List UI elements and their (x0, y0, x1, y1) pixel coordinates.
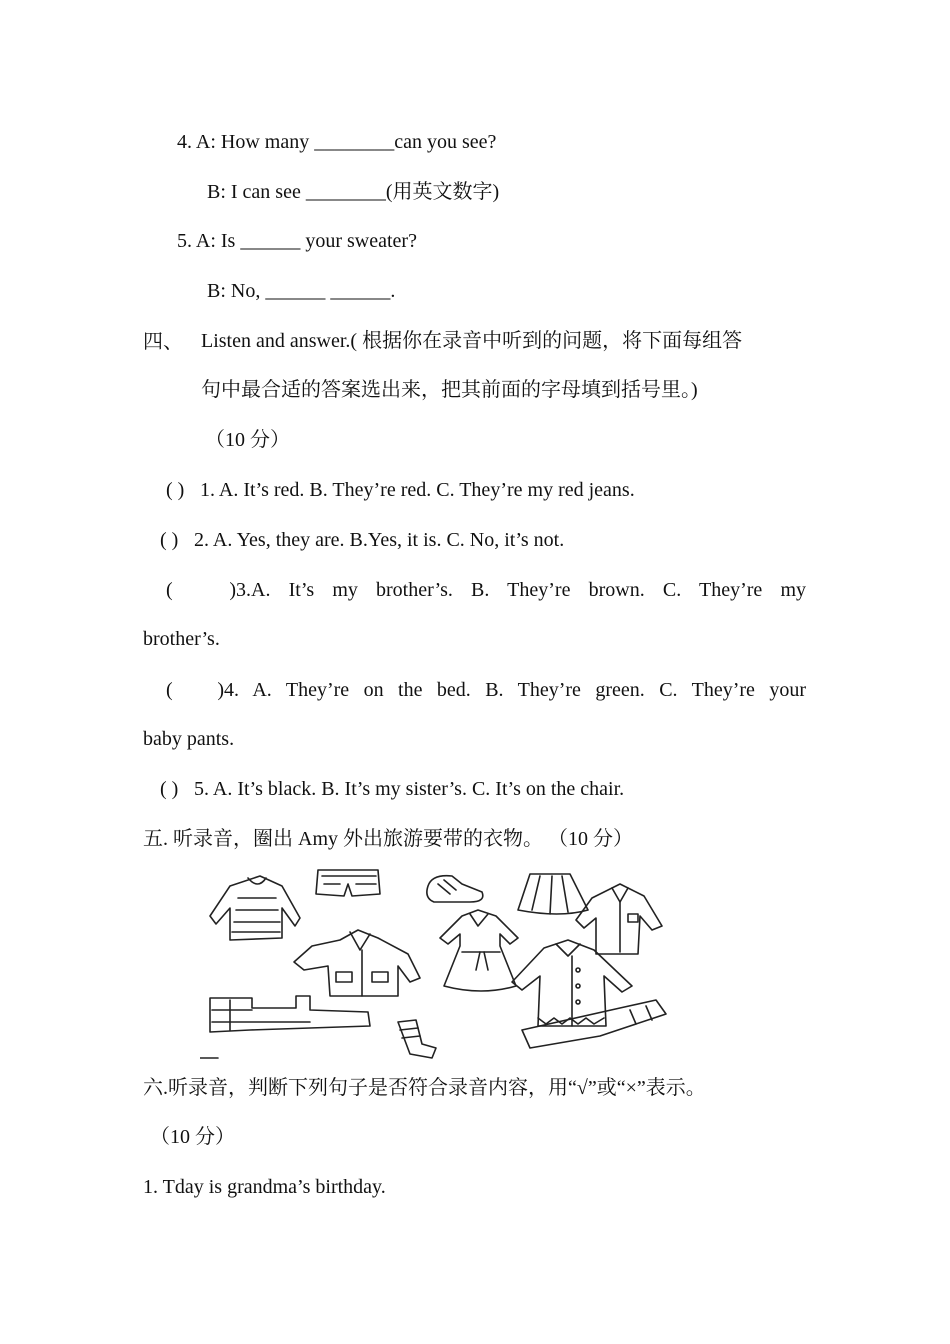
clothes-drawing (200, 858, 680, 1060)
section4-instruction-line2: 句中最合适的答案选出来，把其前面的字母填到括号里。) (201, 379, 698, 401)
section4-score: （10 分） (205, 429, 290, 451)
section6-item-1: 1. Tday is grandma’s birthday. (143, 1176, 386, 1198)
jacket-icon[interactable] (294, 930, 420, 996)
section4-item-4: ( )4. A. They’re on the bed. B. They’re green. C. They’re your (166, 679, 806, 701)
section4-item-3-cont: brother’s. (143, 628, 220, 650)
dress-icon[interactable] (440, 910, 518, 991)
section4-item-4-cont: baby pants. (143, 728, 235, 750)
section6-title: 六.听录音，判断下列句子是否符合录音内容，用“√”或“×”表示。 (143, 1077, 706, 1099)
answer-bracket[interactable]: ( ) (166, 679, 224, 701)
section4-item-2: ( ) 2. A. Yes, they are. B.Yes, it is. C. No, it’s not. (160, 529, 565, 551)
q4-question: 4. A: How many ________can you see? (177, 131, 497, 153)
sweater-icon[interactable] (210, 876, 300, 940)
section4-item-1: ( ) 1. A. It’s red. B. They’re red. C. They’re my red jeans. (166, 479, 635, 501)
socks-icon[interactable] (398, 1020, 436, 1058)
shoe-icon[interactable] (427, 876, 483, 902)
answer-bracket[interactable]: ( ) (160, 778, 179, 800)
answer-bracket[interactable]: ( ) (166, 479, 185, 501)
section4-item-3: ( )3.A. It’s my brother’s. B. They’re brown. C. They’re my (166, 579, 806, 601)
q5-question: 5. A: Is ______ your sweater? (177, 230, 417, 252)
section4-number: 四、 (143, 329, 183, 353)
q4-answer: B: I can see ________(用英文数字) (207, 181, 500, 203)
section6-score: （10 分） (150, 1126, 235, 1148)
coat-icon[interactable] (512, 940, 632, 1026)
answer-bracket[interactable]: ( ) (166, 579, 236, 601)
shorts-icon[interactable] (316, 870, 380, 896)
shirt-icon[interactable] (576, 884, 662, 954)
clothes-illustration (200, 858, 680, 1060)
skirt-icon[interactable] (518, 874, 588, 914)
jeans-icon[interactable] (210, 996, 370, 1032)
section4-item-5: ( ) 5. A. It’s black. B. It’s my sister’s. C. It’s on the chair. (160, 778, 625, 800)
answer-bracket[interactable]: ( ) (160, 529, 179, 551)
q5-answer: B: No, ______ ______. (207, 280, 396, 302)
section4-instruction-line1: Listen and answer.( 根据你在录音中听到的问题，将下面每组答 (201, 330, 743, 352)
section5-title: 五. 听录音，圈出 Amy 外出旅游要带的衣物。 （10 分） (143, 828, 633, 850)
